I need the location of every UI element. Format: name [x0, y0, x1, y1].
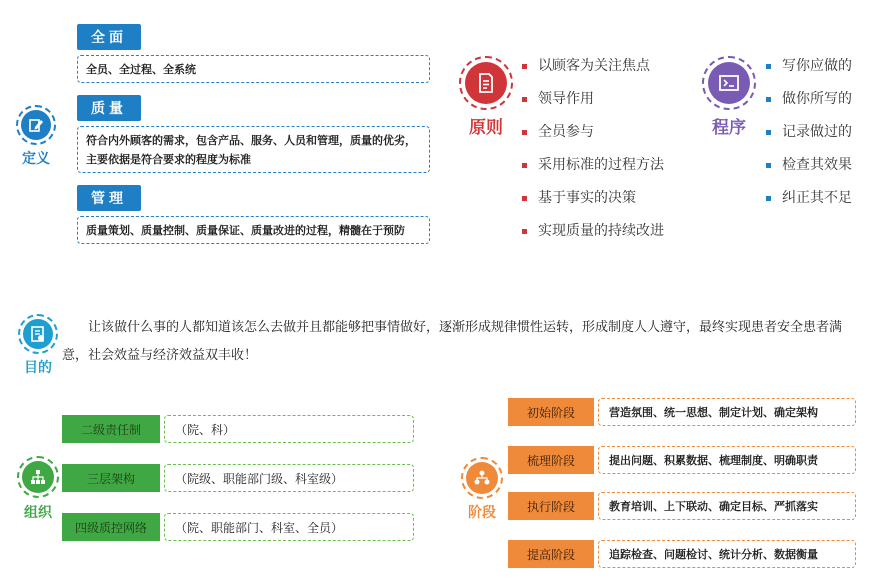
- organization-tag-two-level: 二级责任制: [62, 415, 160, 443]
- principles-badge: [459, 56, 513, 110]
- list-item: 记录做过的: [766, 122, 852, 155]
- definition-text-comprehensive: 全员、全过程、全系统: [77, 55, 430, 83]
- stage-text-improvement: 追踪检查、问题检讨、统计分析、数据衡量: [598, 540, 856, 568]
- list-item: 领导作用: [522, 89, 664, 122]
- stages-badge: [461, 457, 503, 499]
- program-badge: [702, 56, 756, 110]
- principles-label: 原则: [469, 118, 503, 138]
- definition-text-management: 质量策划、质量控制、质量保证、质量改进的过程，精髓在于预防: [77, 216, 430, 244]
- hierarchy-icon: [473, 469, 491, 487]
- purpose-label: 目的: [24, 360, 52, 376]
- organization-text-two-level: （院、科）: [164, 415, 414, 443]
- purpose-badge: [18, 314, 58, 354]
- definition-tag-management: 管理: [77, 185, 141, 211]
- list-item: 写你应做的: [766, 56, 852, 89]
- terminal-icon: [718, 73, 740, 93]
- definition-label: 定义: [22, 151, 50, 167]
- organization-tag-four-level: 四级质控网络: [62, 513, 160, 541]
- list-item: 实现质量的持续改进: [522, 221, 664, 254]
- stage-text-execution: 教育培训、上下联动、确定目标、严抓落实: [598, 492, 856, 520]
- list-item: 检查其效果: [766, 155, 852, 188]
- edit-icon: [28, 117, 44, 133]
- list-item: 做你所写的: [766, 89, 852, 122]
- list-item: 采用标准的过程方法: [522, 155, 664, 188]
- organization-label: 组织: [24, 505, 52, 521]
- document-icon: [476, 72, 496, 94]
- organization-text-four-level: （院、职能部门、科室、全员）: [164, 513, 414, 541]
- org-chart-icon: [29, 468, 47, 486]
- stages-label: 阶段: [468, 505, 496, 521]
- organization-badge: [17, 456, 59, 498]
- organization-tag-three-tier: 三层架构: [62, 464, 160, 492]
- document-check-icon: [30, 325, 46, 343]
- principles-list: [522, 56, 664, 254]
- stage-text-initial: 营造氛围、统一思想、制定计划、确定架构: [598, 398, 856, 426]
- definition-badge: [16, 105, 56, 145]
- list-item: 基于事实的决策: [522, 188, 664, 221]
- program-label: 程序: [712, 118, 746, 138]
- stage-tag-initial: 初始阶段: [508, 398, 594, 426]
- list-item: 纠正其不足: [766, 188, 852, 221]
- organization-text-three-tier: （院级、职能部门级、科室级）: [164, 464, 414, 492]
- list-item: 全员参与: [522, 122, 664, 155]
- stage-text-sorting: 提出问题、积累数据、梳理制度、明确职责: [598, 446, 856, 474]
- program-list: [766, 56, 852, 221]
- definition-text-quality: 符合内外顾客的需求，包含产品、服务、人员和管理，质量的优劣，主要依据是符合要求的程度为标准: [77, 126, 430, 173]
- stage-tag-sorting: 梳理阶段: [508, 446, 594, 474]
- definition-tag-quality: 质量: [77, 95, 141, 121]
- list-item: 以顾客为关注焦点: [522, 56, 664, 89]
- purpose-text: 让该做什么事的人都知道该怎么去做并且都能够把事情做好，逐渐形成规律惯性运转，形成制度人人遵守，最终实现患者安全患者满意，社会效益与经济效益双丰收！: [62, 320, 843, 363]
- definition-tag-comprehensive: 全面: [77, 24, 141, 50]
- stage-tag-execution: 执行阶段: [508, 492, 594, 520]
- stage-tag-improvement: 提高阶段: [508, 540, 594, 568]
